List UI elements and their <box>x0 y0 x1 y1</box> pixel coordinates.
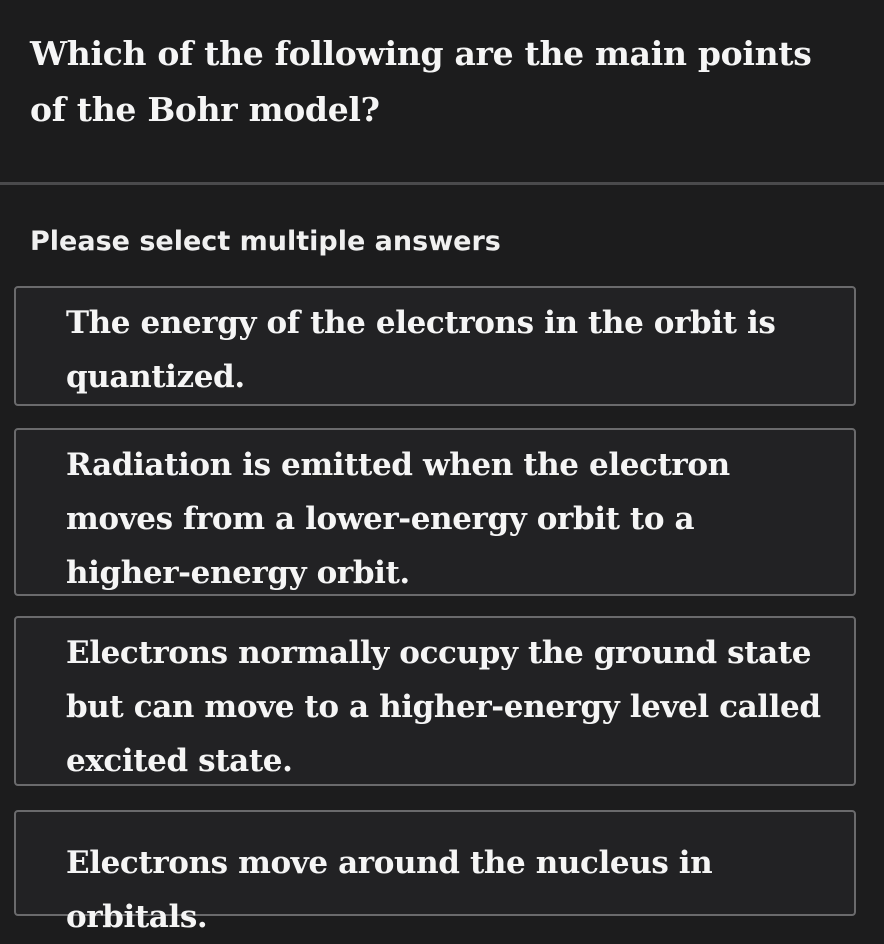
question-text: Which of the following are the main points of the Bohr model? <box>30 34 812 129</box>
answer-option-3[interactable] <box>14 616 856 786</box>
answer-option-2[interactable] <box>14 428 856 596</box>
instruction-text: Please select multiple answers <box>30 226 501 257</box>
answer-option-label: Electrons move around the nucleus in orbitals. <box>66 845 713 935</box>
answer-option-4[interactable] <box>14 810 856 935</box>
answer-option-label: The energy of the electrons in the orbit is quantized. <box>66 305 776 395</box>
answer-option-1[interactable] <box>14 286 856 406</box>
answer-option-label: Radiation is emitted when the electron moves from a lower-energy orbit to a higher-energy orbit. <box>66 447 730 591</box>
answer-option-label: Electrons normally occupy the ground state but can move to a higher-energy level called excited state. <box>66 635 821 779</box>
divider <box>0 182 884 185</box>
